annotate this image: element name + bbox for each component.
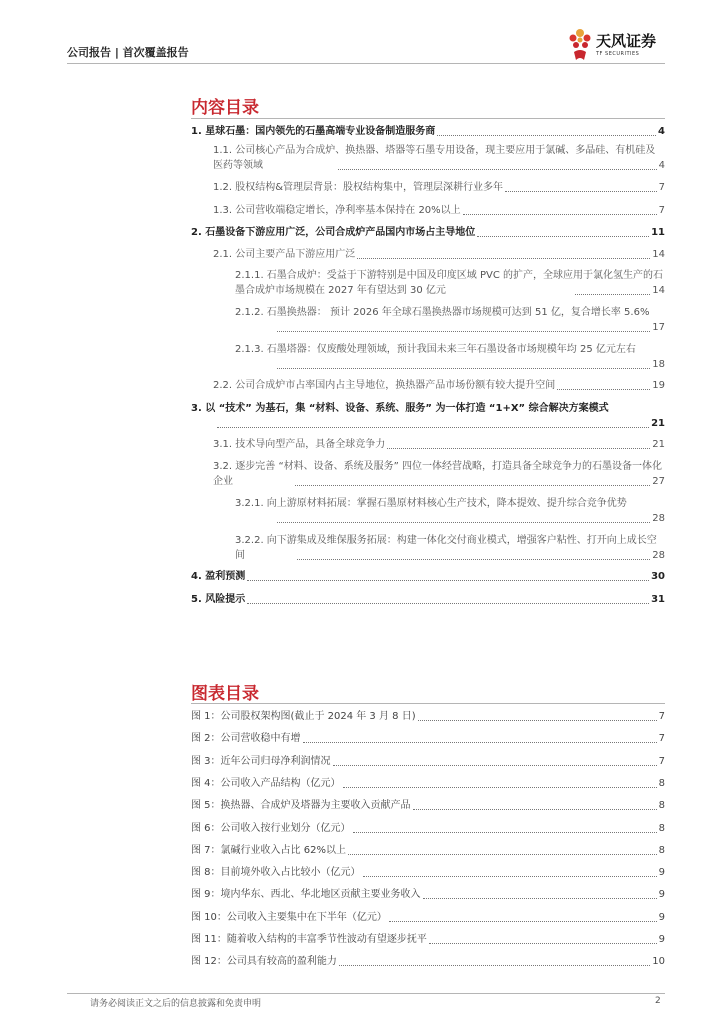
logo-subtitle: TF SECURITIES xyxy=(596,51,640,57)
toc-entry[interactable]: 3.2. 逐步完善 “材料、设备、系统及服务” 四位一体经营战略，打造具备全球竞争力的石墨设备一体化企业 xyxy=(213,461,662,487)
figure-entry-page: 9 xyxy=(658,934,665,945)
figure-entry[interactable] xyxy=(191,776,665,791)
toc-entry[interactable]: 3.1. 技术导向型产品，具备全球竞争力 21 xyxy=(213,439,665,450)
figure-entry[interactable] xyxy=(191,910,665,925)
toc-entry[interactable]: 2. 石墨设备下游应用广泛，公司合成炉产品国内市场占主导地位 11 xyxy=(191,227,665,238)
company-logo xyxy=(566,26,676,66)
figure-entry[interactable] xyxy=(191,843,665,858)
toc-entry-page-row: 4 xyxy=(213,158,665,173)
figure-entry-title: 图 6：公司收入按行业划分（亿元） xyxy=(191,822,351,834)
toc-entry[interactable]: 2.1.1. 石墨合成炉：受益于下游特别是中国及印度区域 PVC 的扩产，全球应用于氯化氢生产的石墨合成炉市场规模在 2027 年有望达到 30 亿元 xyxy=(235,270,664,296)
toc-entry-page-row: 28 xyxy=(235,548,665,563)
report-type-label: 公司报告 | 首次覆盖报告 xyxy=(67,46,189,59)
toc-entry[interactable]: 5. 风险提示 31 xyxy=(191,594,665,605)
toc-entry-page-row: 17 xyxy=(235,320,665,335)
toc-entry[interactable]: 4. 盈利预测 30 xyxy=(191,571,665,582)
figure-entry[interactable] xyxy=(191,932,665,947)
toc-entry-page-row: 14 xyxy=(235,283,665,298)
page-number: 2 xyxy=(655,996,661,1006)
figure-entry-page: 7 xyxy=(658,733,665,745)
figure-entry-title: 图 8：目前境外收入占比较小（亿元） xyxy=(191,867,361,879)
figure-entry-title: 图 1：公司股权架构图(截止于 2024 年 3 月 8 日) xyxy=(191,711,416,722)
toc-entry[interactable]: 2.2. 公司合成炉市占率国内占主导地位，换热器产品市场份额有较大提升空间 19 xyxy=(213,380,665,391)
figure-entry[interactable] xyxy=(191,954,665,969)
toc-entry-page-row: 21 xyxy=(191,416,665,431)
figures-title: 图表目录 xyxy=(191,684,259,704)
figure-entry-page: 9 xyxy=(658,867,665,879)
toc-entry[interactable]: 3.2.2. 向下游集成及维保服务拓展：构建一体化交付商业模式，增强客户粘性、打开向上成长空间 xyxy=(235,535,657,561)
figure-entry-page: 7 xyxy=(658,755,665,767)
toc-entry[interactable]: 1.2. 股权结构&管理层背景：股权结构集中，管理层深耕行业多年 7 xyxy=(213,182,665,193)
figure-entry[interactable] xyxy=(191,887,665,902)
toc-entry-page-row: 27 xyxy=(213,474,665,489)
toc-entry[interactable]: 2.1.2. 石墨换热器： 预计 2026 年全球石墨换热器市场规模可达到 51 亿，复合增长率 5.6% xyxy=(235,307,650,318)
figure-entry-title: 图 12：公司具有较高的盈利能力 xyxy=(191,956,337,968)
toc-entry[interactable]: 3.2.1. 向上游原材料拓展：掌握石墨原材料核心生产技术，降本提效、提升综合竞争优势 xyxy=(235,498,627,509)
figures-title-divider xyxy=(191,703,665,704)
figure-entry-title: 图 3：近年公司归母净利润情况 xyxy=(191,755,331,767)
figure-entry-title: 图 2：公司营收稳中有增 xyxy=(191,733,301,745)
figure-entry-page: 8 xyxy=(658,777,665,789)
figure-entry[interactable] xyxy=(191,798,665,813)
footer-disclaimer: 请务必阅读正文之后的信息披露和免责申明 xyxy=(90,999,262,1009)
toc-entry[interactable]: 2.1. 公司主要产品下游应用广泛 14 xyxy=(213,249,665,260)
figure-entry[interactable] xyxy=(191,754,665,769)
figure-entry-page: 8 xyxy=(658,822,665,834)
figure-entry-title: 图 4：公司收入产品结构（亿元） xyxy=(191,777,341,789)
logo-name: 天风证券 xyxy=(596,32,657,50)
figure-entry-page: 8 xyxy=(658,844,665,856)
toc-entry[interactable]: 3. 以 “技术” 为基石，集 “材料、设备、系统、服务” 为一体打造 “1+X” 综合解决方案模式 xyxy=(191,403,609,414)
figure-entry-title: 图 11：随着收入结构的丰富季节性波动有望逐步抚平 xyxy=(191,934,427,945)
figure-entry-title: 图 7：氯碱行业收入占比 62%以上 xyxy=(191,844,346,856)
figure-entry-title: 图 9：境内华东、西北、华北地区贡献主要业务收入 xyxy=(191,889,421,901)
toc-title-divider xyxy=(191,118,665,119)
footer-divider xyxy=(67,993,665,994)
logo-flower-icon xyxy=(566,26,594,66)
toc-entry[interactable]: 2.1.3. 石墨塔器：仅废酸处理领域，预计我国未来三年石墨设备市场规模年均 25 亿元左右 xyxy=(235,344,636,355)
figure-entry[interactable] xyxy=(191,821,665,836)
figure-entry-title: 图 10：公司收入主要集中在下半年（亿元） xyxy=(191,911,387,923)
figure-entry-page: 8 xyxy=(658,800,665,812)
figure-entry-page: 9 xyxy=(658,889,665,901)
figure-entry[interactable] xyxy=(191,731,665,746)
toc-entry[interactable]: 1.1. 公司核心产品为合成炉、换热器、塔器等石墨专用设备，现主要应用于氯碱、多晶硅、有机硅及医药等领域 xyxy=(213,145,656,171)
figure-entry-page: 7 xyxy=(658,711,665,722)
toc-title: 内容目录 xyxy=(191,98,259,118)
figure-entry-page: 9 xyxy=(658,911,665,923)
figure-entry[interactable] xyxy=(191,865,665,880)
figure-entry[interactable] xyxy=(191,709,665,724)
figure-entry-page: 10 xyxy=(652,956,665,968)
toc-entry[interactable]: 1. 星球石墨：国内领先的石墨高端专业设备制造服务商 4 xyxy=(191,126,665,137)
toc-entry-page-row: 28 xyxy=(235,511,665,526)
figure-entry-title: 图 5：换热器、合成炉及塔器为主要收入贡献产品 xyxy=(191,800,411,812)
toc-entry[interactable]: 1.3. 公司营收端稳定增长，净利率基本保持在 20%以上 7 xyxy=(213,205,665,216)
toc-entry-page-row: 18 xyxy=(235,357,665,372)
